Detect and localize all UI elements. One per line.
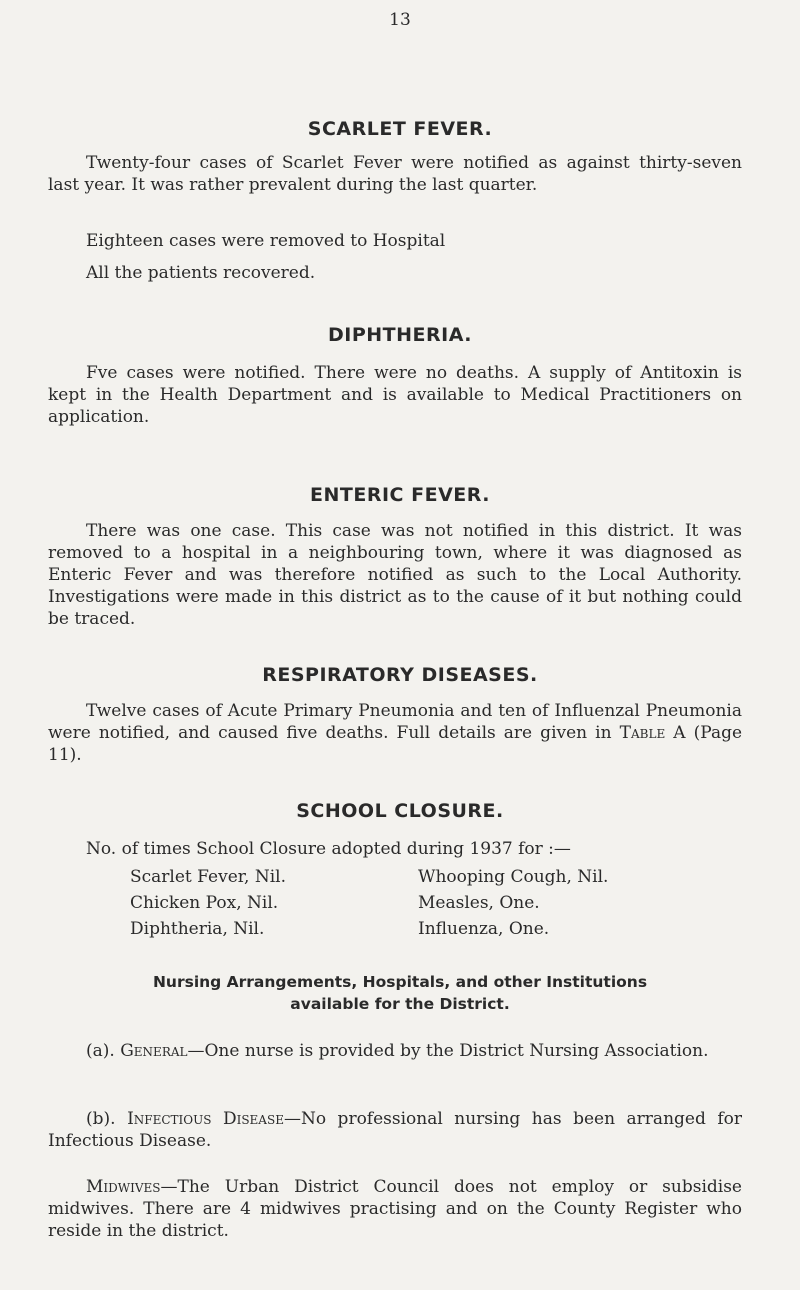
nursing-heading-line-2: available for the District.: [290, 995, 510, 1013]
nursing-general-paragraph: [48, 1040, 742, 1062]
diphtheria-heading: DIPHTHERIA.: [328, 324, 472, 346]
scarlet-fever-paragraph: Twenty-four cases of Scarlet Fever were notified as against thirty-seven last year. It was rather prevalent during the last quarter.: [48, 153, 742, 195]
school-closure-diphtheria: Diphtheria, Nil.: [130, 919, 265, 939]
school-closure-measles: Measles, One.: [418, 893, 540, 913]
school-closure-heading: SCHOOL CLOSURE.: [296, 800, 504, 822]
nursing-infectious-title: Infectious Disease: [127, 1109, 284, 1129]
nursing-infectious-label: (b).: [86, 1109, 116, 1129]
nursing-midwives-text: —The Urban District Council does not employ or subsidise midwives. There are 4 midwives practising and on the County Register who reside in the district.: [48, 1177, 742, 1241]
school-closure-whooping-cough: Whooping Cough, Nil.: [418, 867, 609, 887]
nursing-general-title: General: [120, 1041, 188, 1061]
table-reference: Table A: [619, 723, 686, 743]
page-reference: (Page 11).: [48, 723, 743, 765]
enteric-fever-paragraph: There was one case. This case was not notified in this district. It was removed to a hospital in a neighbouring town, where it was diagnosed as Enteric Fever and was therefore notified as such to the Local Authority. Investigations were made in this district as to the cause of it but nothing could be traced.: [48, 521, 742, 629]
scarlet-fever-removed-line: Eighteen cases were removed to Hospital: [86, 231, 446, 251]
school-closure-intro: No. of times School Closure adopted during 1937 for :—: [86, 839, 571, 859]
school-closure-influenza: Influenza, One.: [418, 919, 550, 939]
school-closure-scarlet-fever: Scarlet Fever, Nil.: [130, 867, 286, 887]
nursing-infectious-text: —No professional nursing has been arranged for Infectious Disease.: [48, 1109, 742, 1151]
nursing-general-text: —One nurse is provided by the District Nursing Association.: [187, 1041, 709, 1061]
respiratory-text: Twelve cases of Acute Primary Pneumonia and ten of Influenzal Pneumonia were notified, and caused five deaths. Full details are given in: [48, 701, 742, 743]
enteric-fever-heading: ENTERIC FEVER.: [310, 484, 490, 506]
scarlet-fever-recovered-line: All the patients recovered.: [86, 263, 316, 283]
nursing-midwives-paragraph: [48, 1176, 742, 1242]
respiratory-diseases-heading: RESPIRATORY DISEASES.: [262, 664, 538, 686]
nursing-midwives-title: Midwives: [86, 1177, 161, 1197]
nursing-general-label: (a).: [86, 1041, 115, 1061]
nursing-infectious-paragraph: [48, 1108, 742, 1152]
diphtheria-paragraph: Fve cases were notified. There were no deaths. A supply of Antitoxin is kept in the Health Department and is available to Medical Practitioners on application.: [48, 363, 742, 427]
respiratory-diseases-paragraph: [48, 700, 742, 766]
page-number: 13: [389, 10, 411, 30]
scarlet-fever-heading: SCARLET FEVER.: [307, 118, 493, 140]
school-closure-chicken-pox: Chicken Pox, Nil.: [130, 893, 279, 913]
nursing-heading-line-1: Nursing Arrangements, Hospitals, and other Institutions: [152, 973, 648, 991]
